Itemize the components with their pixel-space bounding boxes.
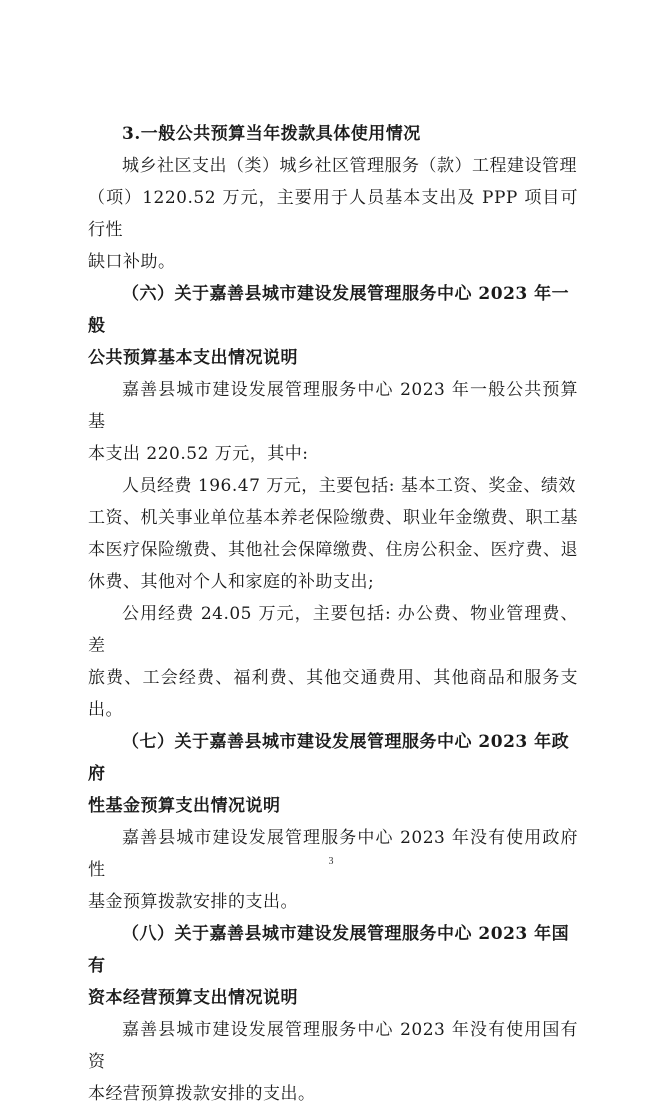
paragraph-line: （项）1220.52 万元，主要用于人员基本支出及 PPP 项目可行性 — [88, 188, 578, 240]
paragraph-line: 缺口补助。 — [88, 252, 176, 272]
section-heading-3 — [88, 118, 578, 150]
paragraph-7-1 — [88, 822, 578, 918]
paragraph-line: 本医疗保险缴费、其他社会保障缴费、住房公积金、医疗费、退 — [88, 540, 578, 560]
heading-line: （八）关于嘉善县城市建设发展管理服务中心 2023 年国有 — [88, 924, 570, 976]
heading-line: 3.一般公共预算当年拨款具体使用情况 — [122, 124, 421, 144]
paragraph-line: 公用经费 24.05 万元，主要包括: 办公费、物业管理费、差 — [88, 604, 578, 656]
paragraph-line: 人员经费 196.47 万元，主要包括: 基本工资、奖金、绩效 — [122, 476, 576, 496]
heading-line: （六）关于嘉善县城市建设发展管理服务中心 2023 年一般 — [88, 284, 570, 336]
paragraph-6-1 — [88, 374, 578, 470]
heading-line: 性基金预算支出情况说明 — [88, 796, 281, 816]
heading-line: （七）关于嘉善县城市建设发展管理服务中心 2023 年政府 — [88, 732, 570, 784]
paragraph-line: 本经营预算拨款安排的支出。 — [88, 1084, 316, 1104]
page-content — [88, 118, 578, 1110]
paragraph-line: 嘉善县城市建设发展管理服务中心 2023 年一般公共预算基 — [88, 380, 578, 432]
paragraph-3-1 — [88, 150, 578, 278]
paragraph-line: 基金预算拨款安排的支出。 — [88, 892, 298, 912]
paragraph-6-3 — [88, 598, 578, 726]
paragraph-line: 休费、其他对个人和家庭的补助支出; — [88, 572, 375, 592]
paragraph-line: 嘉善县城市建设发展管理服务中心 2023 年没有使用国有资 — [88, 1020, 578, 1072]
paragraph-8-1 — [88, 1014, 578, 1110]
heading-line: 资本经营预算支出情况说明 — [88, 988, 298, 1008]
section-heading-6 — [88, 278, 578, 374]
paragraph-line: 嘉善县城市建设发展管理服务中心 2023 年没有使用政府性 — [88, 828, 578, 880]
paragraph-line: 工资、机关事业单位基本养老保险缴费、职业年金缴费、职工基 — [88, 508, 578, 528]
paragraph-line: 城乡社区支出（类）城乡社区管理服务（款）工程建设管理 — [122, 156, 577, 176]
section-heading-7 — [88, 726, 578, 822]
paragraph-line: 本支出 220.52 万元，其中: — [88, 444, 309, 464]
heading-line: 公共预算基本支出情况说明 — [88, 348, 298, 368]
paragraph-line: 旅费、工会经费、福利费、其他交通费用、其他商品和服务支出。 — [88, 668, 578, 720]
section-heading-8 — [88, 918, 578, 1014]
page-number: 3 — [328, 856, 334, 867]
paragraph-6-2 — [88, 470, 578, 598]
